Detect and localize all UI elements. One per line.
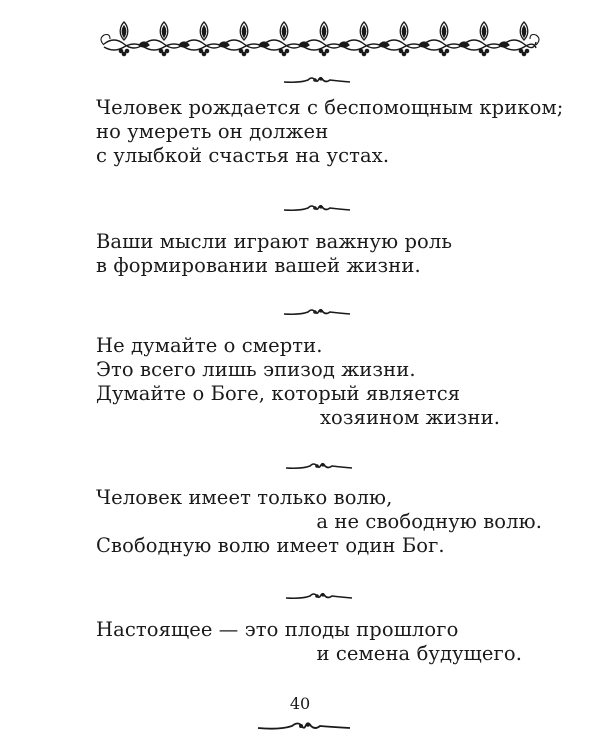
verse-line: Свободную волю имеет один Бог. (96, 534, 445, 557)
verse-line: хозяином жизни. (319, 406, 500, 429)
verse-line: в формировании вашей жизни. (96, 254, 421, 277)
verse-line: Человек имеет только волю, (96, 486, 393, 509)
flourish-divider-ornament (256, 718, 352, 734)
flourish-divider-ornament (282, 74, 352, 86)
flourish-divider-ornament (284, 460, 354, 472)
verse-line: Не думайте о смерти. (96, 334, 323, 357)
verse-line: Настоящее — это плоды прошлого (96, 618, 459, 641)
page-number: 40 (289, 694, 311, 713)
vine-border-ornament (100, 18, 540, 58)
verse-line: и семена будущего. (316, 642, 522, 665)
verse-line: Ваши мысли играют важную роль (96, 230, 453, 253)
verse-line: с улыбкой счастья на устах. (96, 144, 390, 167)
verse-line: Человек рождается с беспомощным криком; (96, 96, 564, 119)
verse-line: а не свободную волю. (316, 510, 542, 533)
flourish-divider-ornament (282, 306, 352, 318)
stanza (96, 486, 542, 558)
stanza (96, 96, 564, 168)
flourish-divider-ornament (284, 590, 354, 602)
stanza (96, 230, 526, 278)
verse-line: Думайте о Боге, который является (96, 382, 461, 405)
flourish-divider-ornament (282, 202, 352, 214)
verse-line: Это всего лишь эпизод жизни. (96, 358, 416, 381)
stanza (96, 618, 522, 666)
verse-line: но умереть он должен (96, 120, 329, 143)
stanza (96, 334, 500, 430)
